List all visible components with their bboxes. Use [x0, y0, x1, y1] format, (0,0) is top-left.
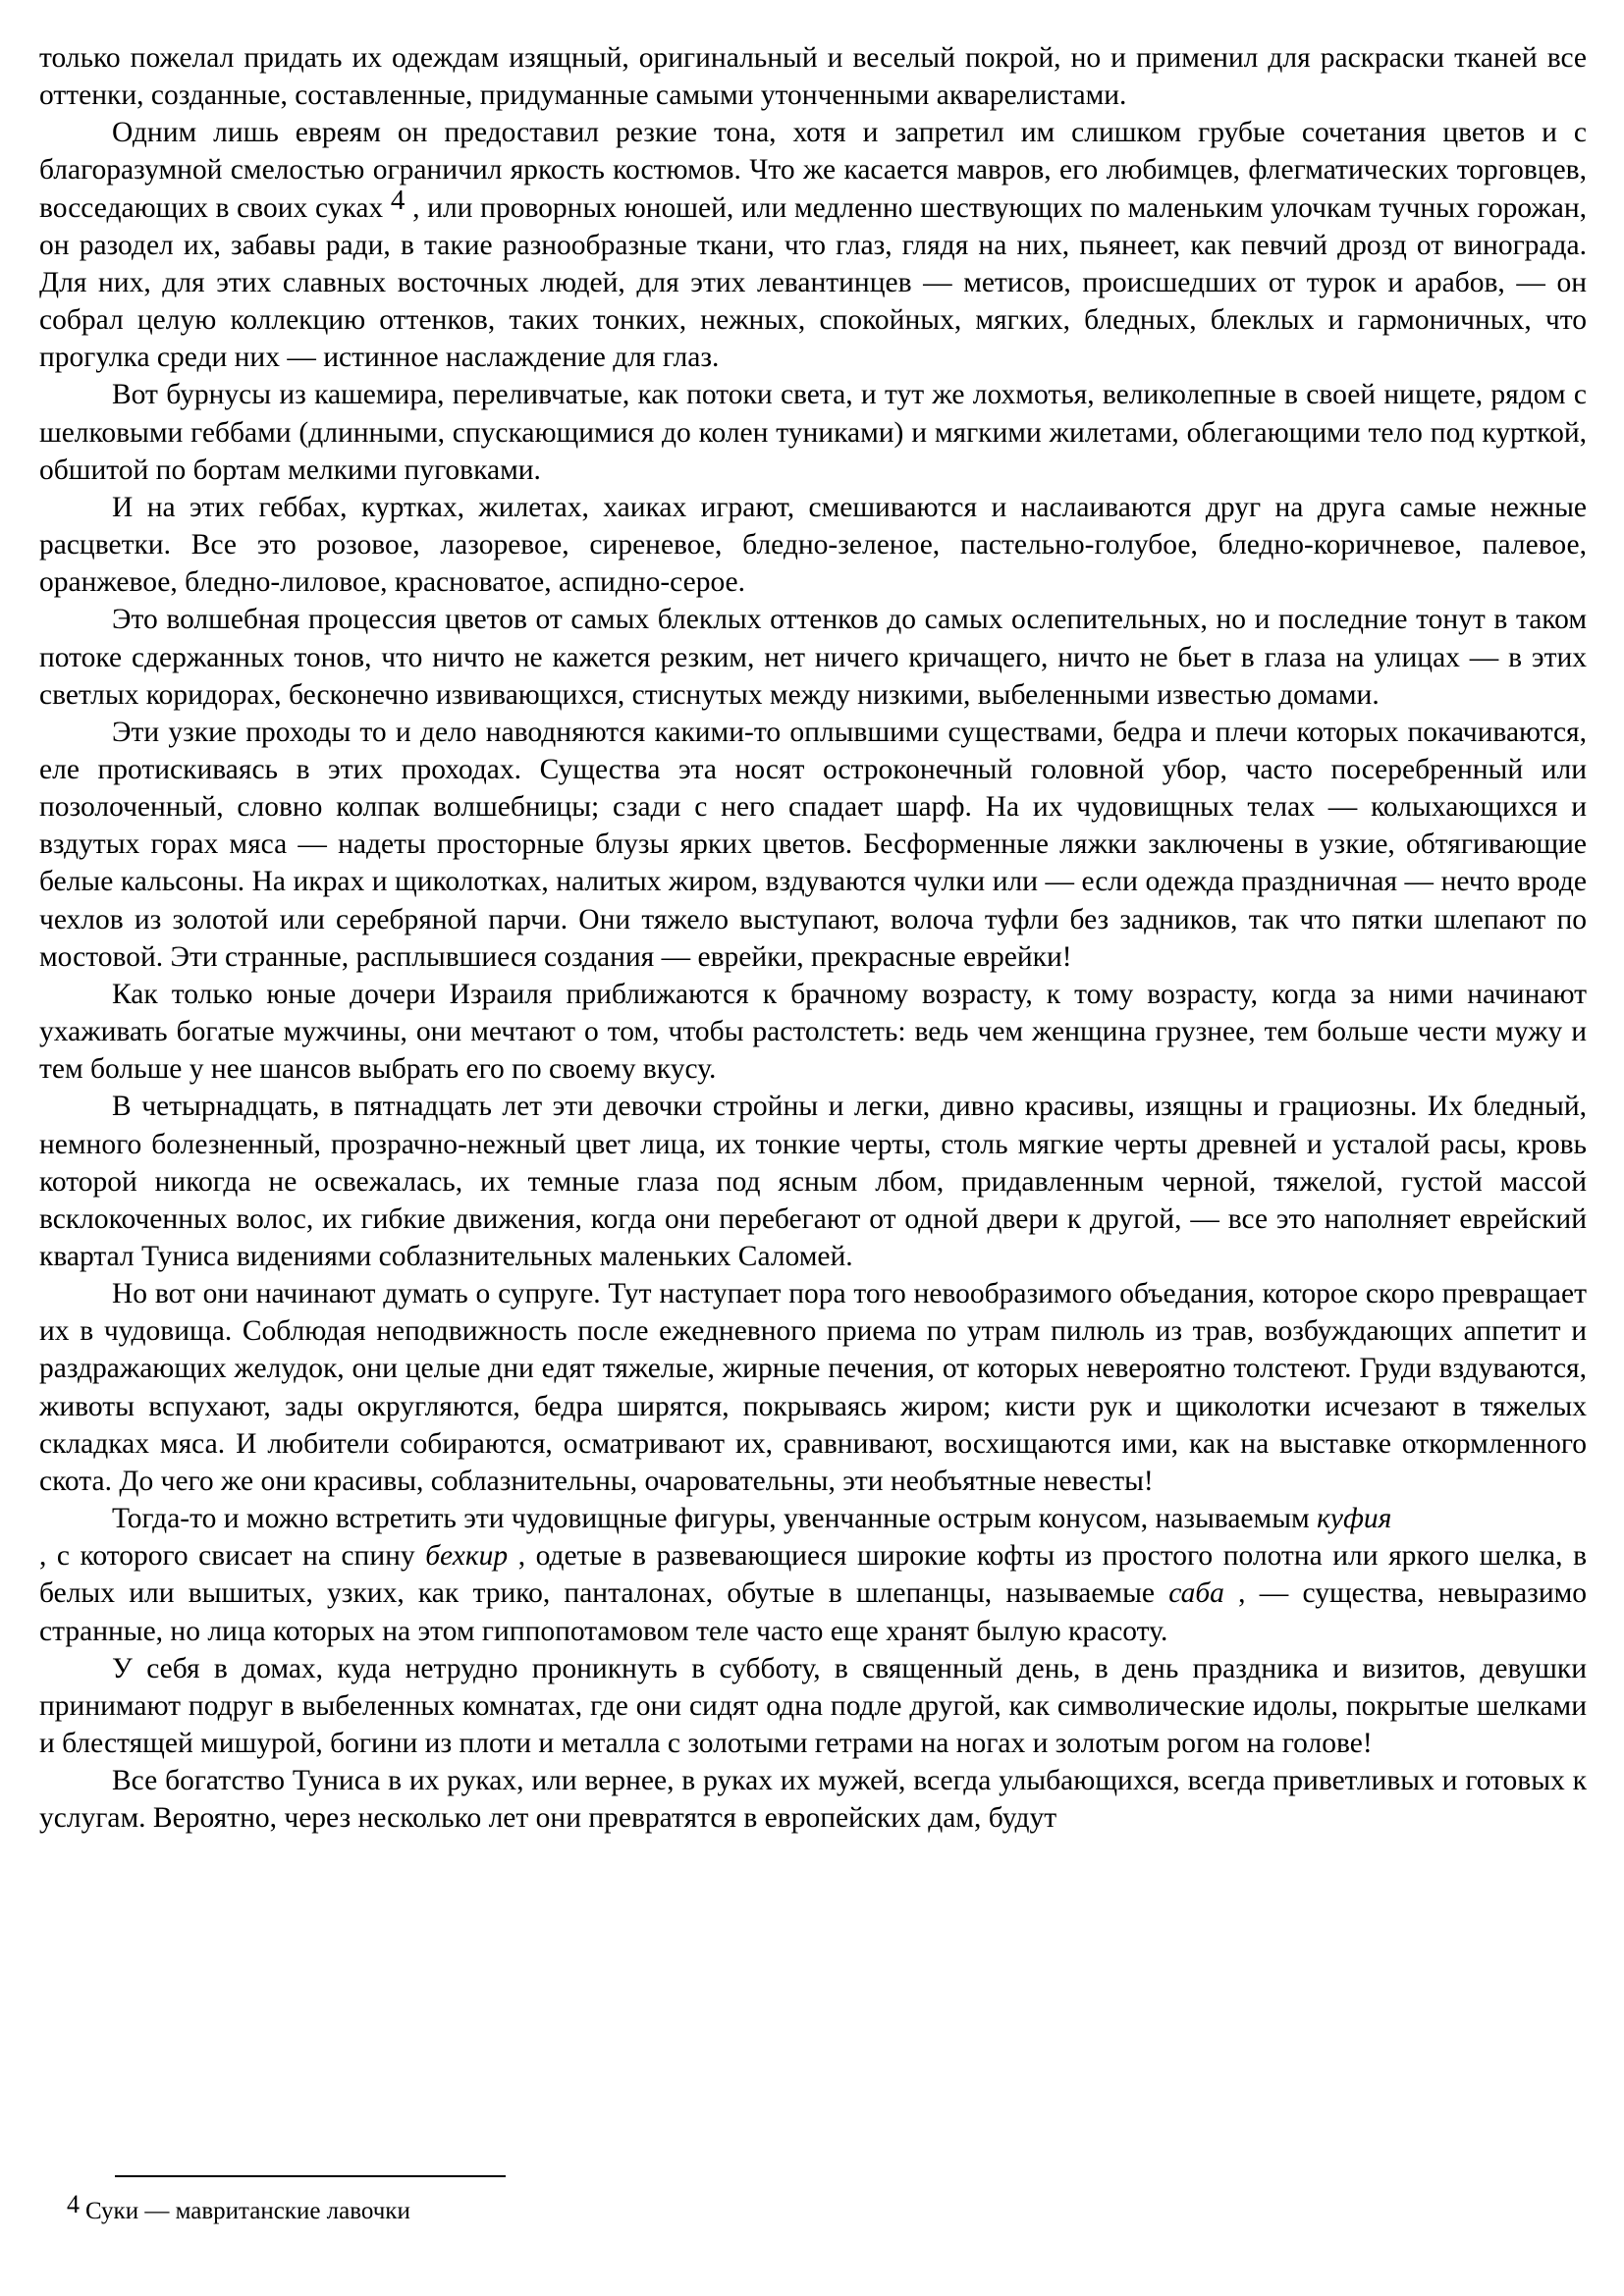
paragraph: Все богатство Туниса в их руках, или вернее, в руках их мужей, всегда улыбающихся, всегда приветливых и готовых к услугам. Вероятно, через несколько лет они превратятся в европейских дам, будут [39, 1765, 1587, 1835]
paragraph [39, 114, 1587, 376]
paragraph [39, 1500, 1587, 1650]
footnote-mark: 4 [67, 2190, 80, 2218]
italic-term: бехкир [425, 1540, 509, 1573]
paragraph: Эти узкие проходы то и дело наводняются какими-то оплывшими существами, бедра и плечи которых покачиваются, еле протискиваясь в этих проходах. Существа эта носят остроконечный головной убор, часто посеребренный или позолоченный, словно колпак волшебницы; сзади с него спадает шарф. На их чудовищных телах — колыхающихся и вздутых горах мяса — надеты просторные блузы ярких цветов. Бесформенные ляжки заключены в узкие, обтягивающие белые кальсоны. На икрах и щиколотках, налитых жиром, вздуваются чулки или — если одежда праздничная — нечто вроде чехлов из золотой или серебряной парчи. Они тяжело выступают, волоча туфли без задников, так что пятки шлепают по мостовой. Эти странные, расплывшиеся создания — еврейки, прекрасные еврейки! [39, 716, 1587, 973]
footnote-text: Суки — мавританские лавочки [85, 2198, 410, 2224]
paragraph-text: , или проворных юношей, или медленно шествующих по маленьким улочкам тучных горожан, он разодел их, забавы ради, в такие разнообразные ткани, что глаз, глядя на них, пьянеет, как певчий дрозд от винограда. Для них, для этих славных восточных людей, для этих левантинцев — метисов, происшедших от турок и арабов, — он собрал целую коллекцию оттенков, таких тонких, нежных, спокойных, мягких, бледных, блеклых и гармоничных, что прогулка среди них — истинное наслаждение для глаз. [39, 191, 1587, 374]
paragraph-text: , одетые в развевающиеся широкие кофты из простого полотна или яркого шелка, в белых или вышитых, узких, как трико, панталонах, обутые в шлепанцы, называемые [39, 1540, 1588, 1610]
italic-term: саба [1168, 1577, 1224, 1610]
paragraph: Вот бурнусы из кашемира, переливчатые, как потоки света, и тут же лохмотья, великолепные в своей нищете, рядом с шелковыми геббами (длинными, спускающимися до колен туниками) и мягкими жилетами, облегающими тело под курткой, обшитой по бортам мелкими пуговками. [39, 379, 1587, 486]
paragraph: Но вот они начинают думать о супруге. Тут наступает пора того невообразимого объедания, которое скоро превращает их в чудовища. Соблюдая неподвижность после ежедневного приема по утрам пилюль из трав, возбуждающих аппетит и раздражающих желудок, они целые дни едят тяжелые, жирные печения, от которых невероятно толстеют. Груди вздуваются, животы вспухают, зады округляются, бедра ширятся, покрываясь жиром; кисти рук и щиколотки исчезают в тяжелых складках мяса. И любители собираются, осматривают их, сравнивают, восхищаются ими, как на выставке откормленного скота. До чего же они красивы, соблазнительны, очаровательны, эти необъятные невесты! [39, 1278, 1587, 1497]
paragraph-text: , — существа, невыразимо странные, но лица которых на этом гиппопотамовом теле часто еще хранят былую красоту. [39, 1577, 1588, 1647]
paragraph: В четырнадцать, в пятнадцать лет эти девочки стройны и легки, дивно красивы, изящны и грациозны. Их бледный, немного болезненный, прозрачно-нежный цвет лица, их тонкие черты, столь мягкие черты древней и усталой расы, кровь которой никогда не освежалась, их темные глаза под ясным лбом, придавленным черной, тяжелой, густой массой всклокоченных волос, их гибкие движения, когда они перебегают от одной двери к другой, — все это наполняет еврейский квартал Туниса видениями соблазнительных маленьких Саломей. [39, 1091, 1587, 1272]
italic-term: куфия [1317, 1503, 1392, 1535]
paragraph: только пожелал придать их одеждам изящный, оригинальный и веселый покрой, но и применил для раскраски тканей все оттенки, созданные, составленные, придуманные самыми утонченными акварелистами. [39, 42, 1587, 112]
body-text [39, 39, 1587, 1838]
paragraph: Как только юные дочери Израиля приближаются к брачному возрасту, к тому возрасту, когда за ними начинают ухаживать богатые мужчины, они мечтают о том, чтобы растолстеть: ведь чем женщина грузнее, тем больше чести мужу и тем больше у нее шансов выбрать его по своему вкусу. [39, 978, 1587, 1086]
footnote [67, 2190, 1245, 2228]
paragraph: И на этих геббах, куртках, жилетах, хаиках играют, смешиваются и наслаиваются друг на друга самые нежные расцветки. Все это розовое, лазоревое, сиреневое, бледно-зеленое, пастельно-голубое, бледно-коричневое, палевое, оранжевое, бледно-лиловое, красноватое, аспидно-серое. [39, 491, 1587, 599]
paragraph-text: Одним лишь евреям он предоставил резкие тона, хотя и запретил им слишком грубые сочетания цветов и с благоразумной смелостью ограничил яркость костюмов. Что же касается мавров, его любимцев, флегматических торговцев, восседающих в своих суках [39, 117, 1587, 224]
footnote-reference[interactable]: 4 [390, 184, 406, 216]
paragraph-text: , с которого свисает на спину [39, 1540, 415, 1573]
paragraph: У себя в домах, куда нетрудно проникнуть в субботу, в священный день, в день праздника и визитов, девушки принимают подруг в выбеленных комнатах, где они сидят одна подле другой, как символические идолы, покрытые шелками и блестящей мишурой, богини из плоти и металла с золотыми гетрами на ногах и золотым рогом на голове! [39, 1652, 1587, 1760]
paragraph: Это волшебная процессия цветов от самых блеклых оттенков до самых ослепительных, но и последние тонут в таком потоке сдержанных тонов, что ничто не кажется резким, нет ничего кричащего, ничто не бьет в глаза на улицах — в этих светлых коридорах, бесконечно извивающихся, стиснутых между низкими, выбеленными известью домами. [39, 604, 1587, 711]
footnote-divider [115, 2175, 506, 2177]
paragraph-text: Тогда-то и можно встретить эти чудовищные фигуры, увенчанные острым конусом, называемым [112, 1503, 1310, 1535]
